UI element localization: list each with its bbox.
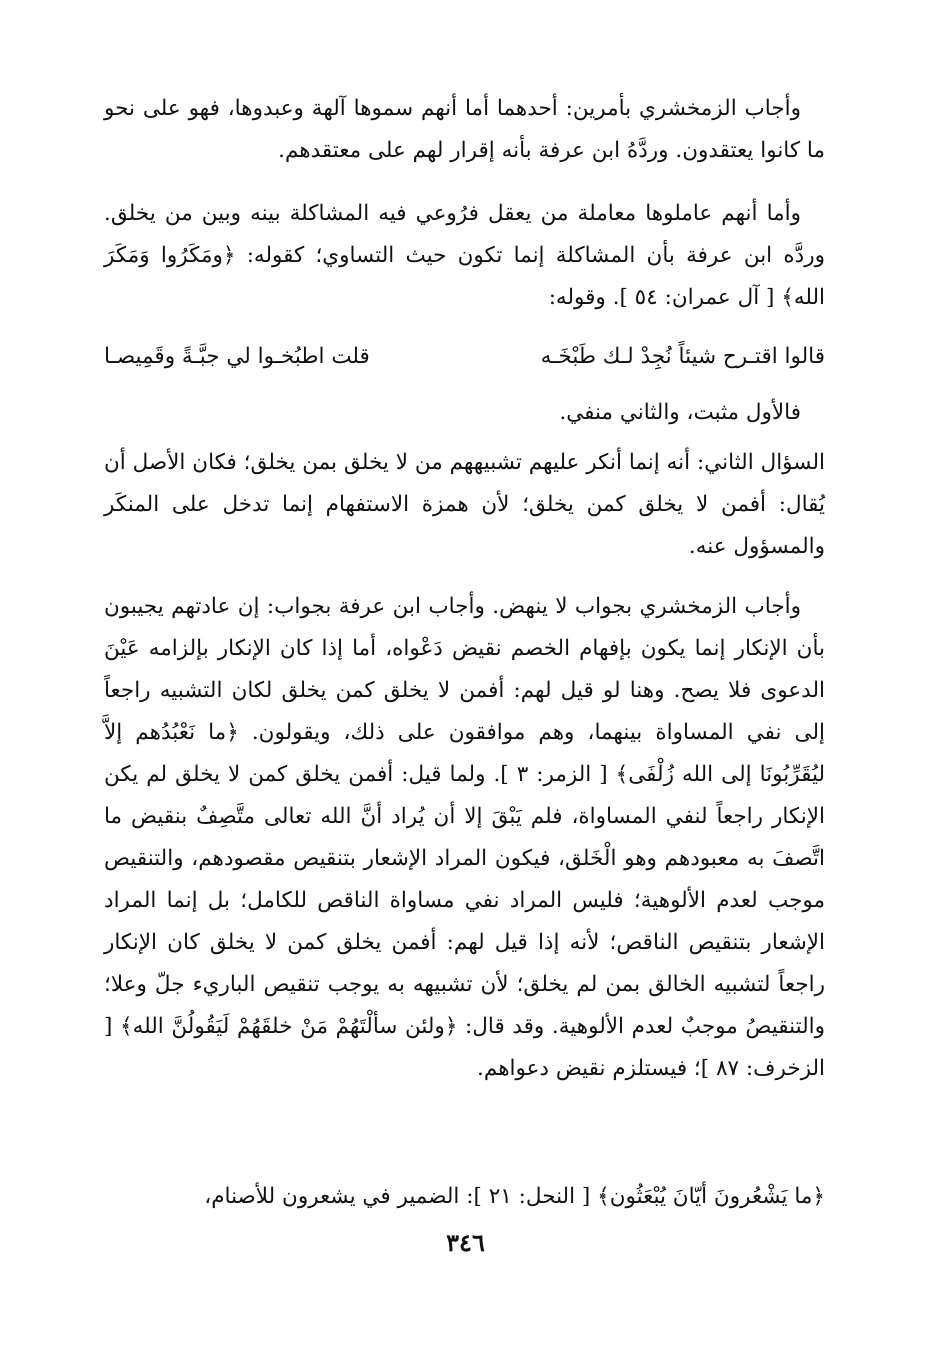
paragraph-zamakhshari-first-answer: وأجاب الزمخشري بأمرين: أحدهما أما أنهم سموها آلهة وعبدوها، فهو على نحو ما كانوا يعتقدون. وردَّهُ ابن عرفة بأنه إقرار لهم على معتقدهم. bbox=[104, 96, 825, 163]
paragraph-nahl-verse: ﴿ما يَشْعُرونَ أيّانَ يُبْعَثُون﴾ [ النحل: ٢١ ]: الضمير في يشعرون للأصنام، bbox=[204, 1184, 825, 1209]
page-number: ٣٤٦ bbox=[446, 1228, 485, 1257]
verse-first-hemistich: قالوا اقتـرح شيئاً نُجِدْ لـك طَبْخَـه bbox=[540, 344, 825, 369]
paragraph-affirmed-negated: فالأول مثبت، والثاني منفي. bbox=[559, 400, 801, 425]
poetry-verse bbox=[104, 336, 825, 378]
paragraph-second-question: السؤال الثاني: أنه إنما أنكر عليهم تشبيههم من لا يخلق بمن يخلق؛ فكان الأصل أن يُقال: أفمن لا يخلق كمن يخلق؛ لأن همزة الاستفهام إنما تدخل على المنكَر والمسؤول عنه. bbox=[104, 450, 825, 559]
paragraph-ibn-arafa-answer: وأجاب الزمخشري بجواب لا ينهض. وأجاب ابن عرفة بجواب: إن عادتهم يجيبون بأن الإنكار إنما يكون بإفهام الخصم نقيض دَعْواه، أما إذا كان الإنكار بإلزامه عَيْنَ الدعوى فلا يصح. وهنا لو قيل لهم: أفمن لا يخلق كمن يخلق لكان التشبيه راجعاً إلى نفي المساواة بينهما، وهم موافقون على ذلك، ويقولون. ﴿ما نَعْبُدُهم إلاَّ ليُقَرِّبُونَا إلى الله زُلْفَى﴾ [ الزمر: ٣ ]. ولما قيل: أفمن يخلق كمن لا يخلق لم يكن الإنكار راجعاً لنفي المساواة، فلم يَبْقَ إلا أن يُراد أنَّ الله تعالى متَّصِفٌ بنقيض ما اتَّصفَ به معبودهم وهو الْخَلق، فيكون المراد الإشعار بتنقيص مقصودهم، والتنقيص موجب لعدم الألوهية؛ فليس المراد نفي مساواة الناقص للكامل؛ بل إنما المراد الإشعار بتنقيص الناقص؛ لأنه إذا قيل لهم: أفمن يخلق كمن لا يخلق كان الإنكار راجعاً لتشبيه الخالق بمن لم يخلق؛ لأن تشبيهه به يوجب تنقيص الباريء جلّ وعلا؛ والتنقيصُ موجبٌ لعدم الألوهية. وقد قال: ﴿ولئن سألْتَهُمْ مَنْ خلقَهُمْ لَيَقُولُنَّ الله﴾ [ الزخرف: ٨٧ ]؛ فيستلزم نقيض دعواهم. bbox=[104, 594, 825, 1081]
verse-second-hemistich: قلت اطبُخـوا لي جبَّـةً وقَمِيصـا bbox=[104, 344, 370, 369]
paragraph-mushakala: وأما أنهم عاملوها معاملة من يعقل فرُوعي فيه المشاكلة بينه وبين من يخلق. وردَّه ابن عرفة بأن المشاكلة إنما تكون حيث التساوي؛ كقوله: ﴿ومَكَرُوا وَمَكَرَ الله﴾ [ آل عمران: ٥٤ ]. وقوله: bbox=[104, 201, 825, 310]
